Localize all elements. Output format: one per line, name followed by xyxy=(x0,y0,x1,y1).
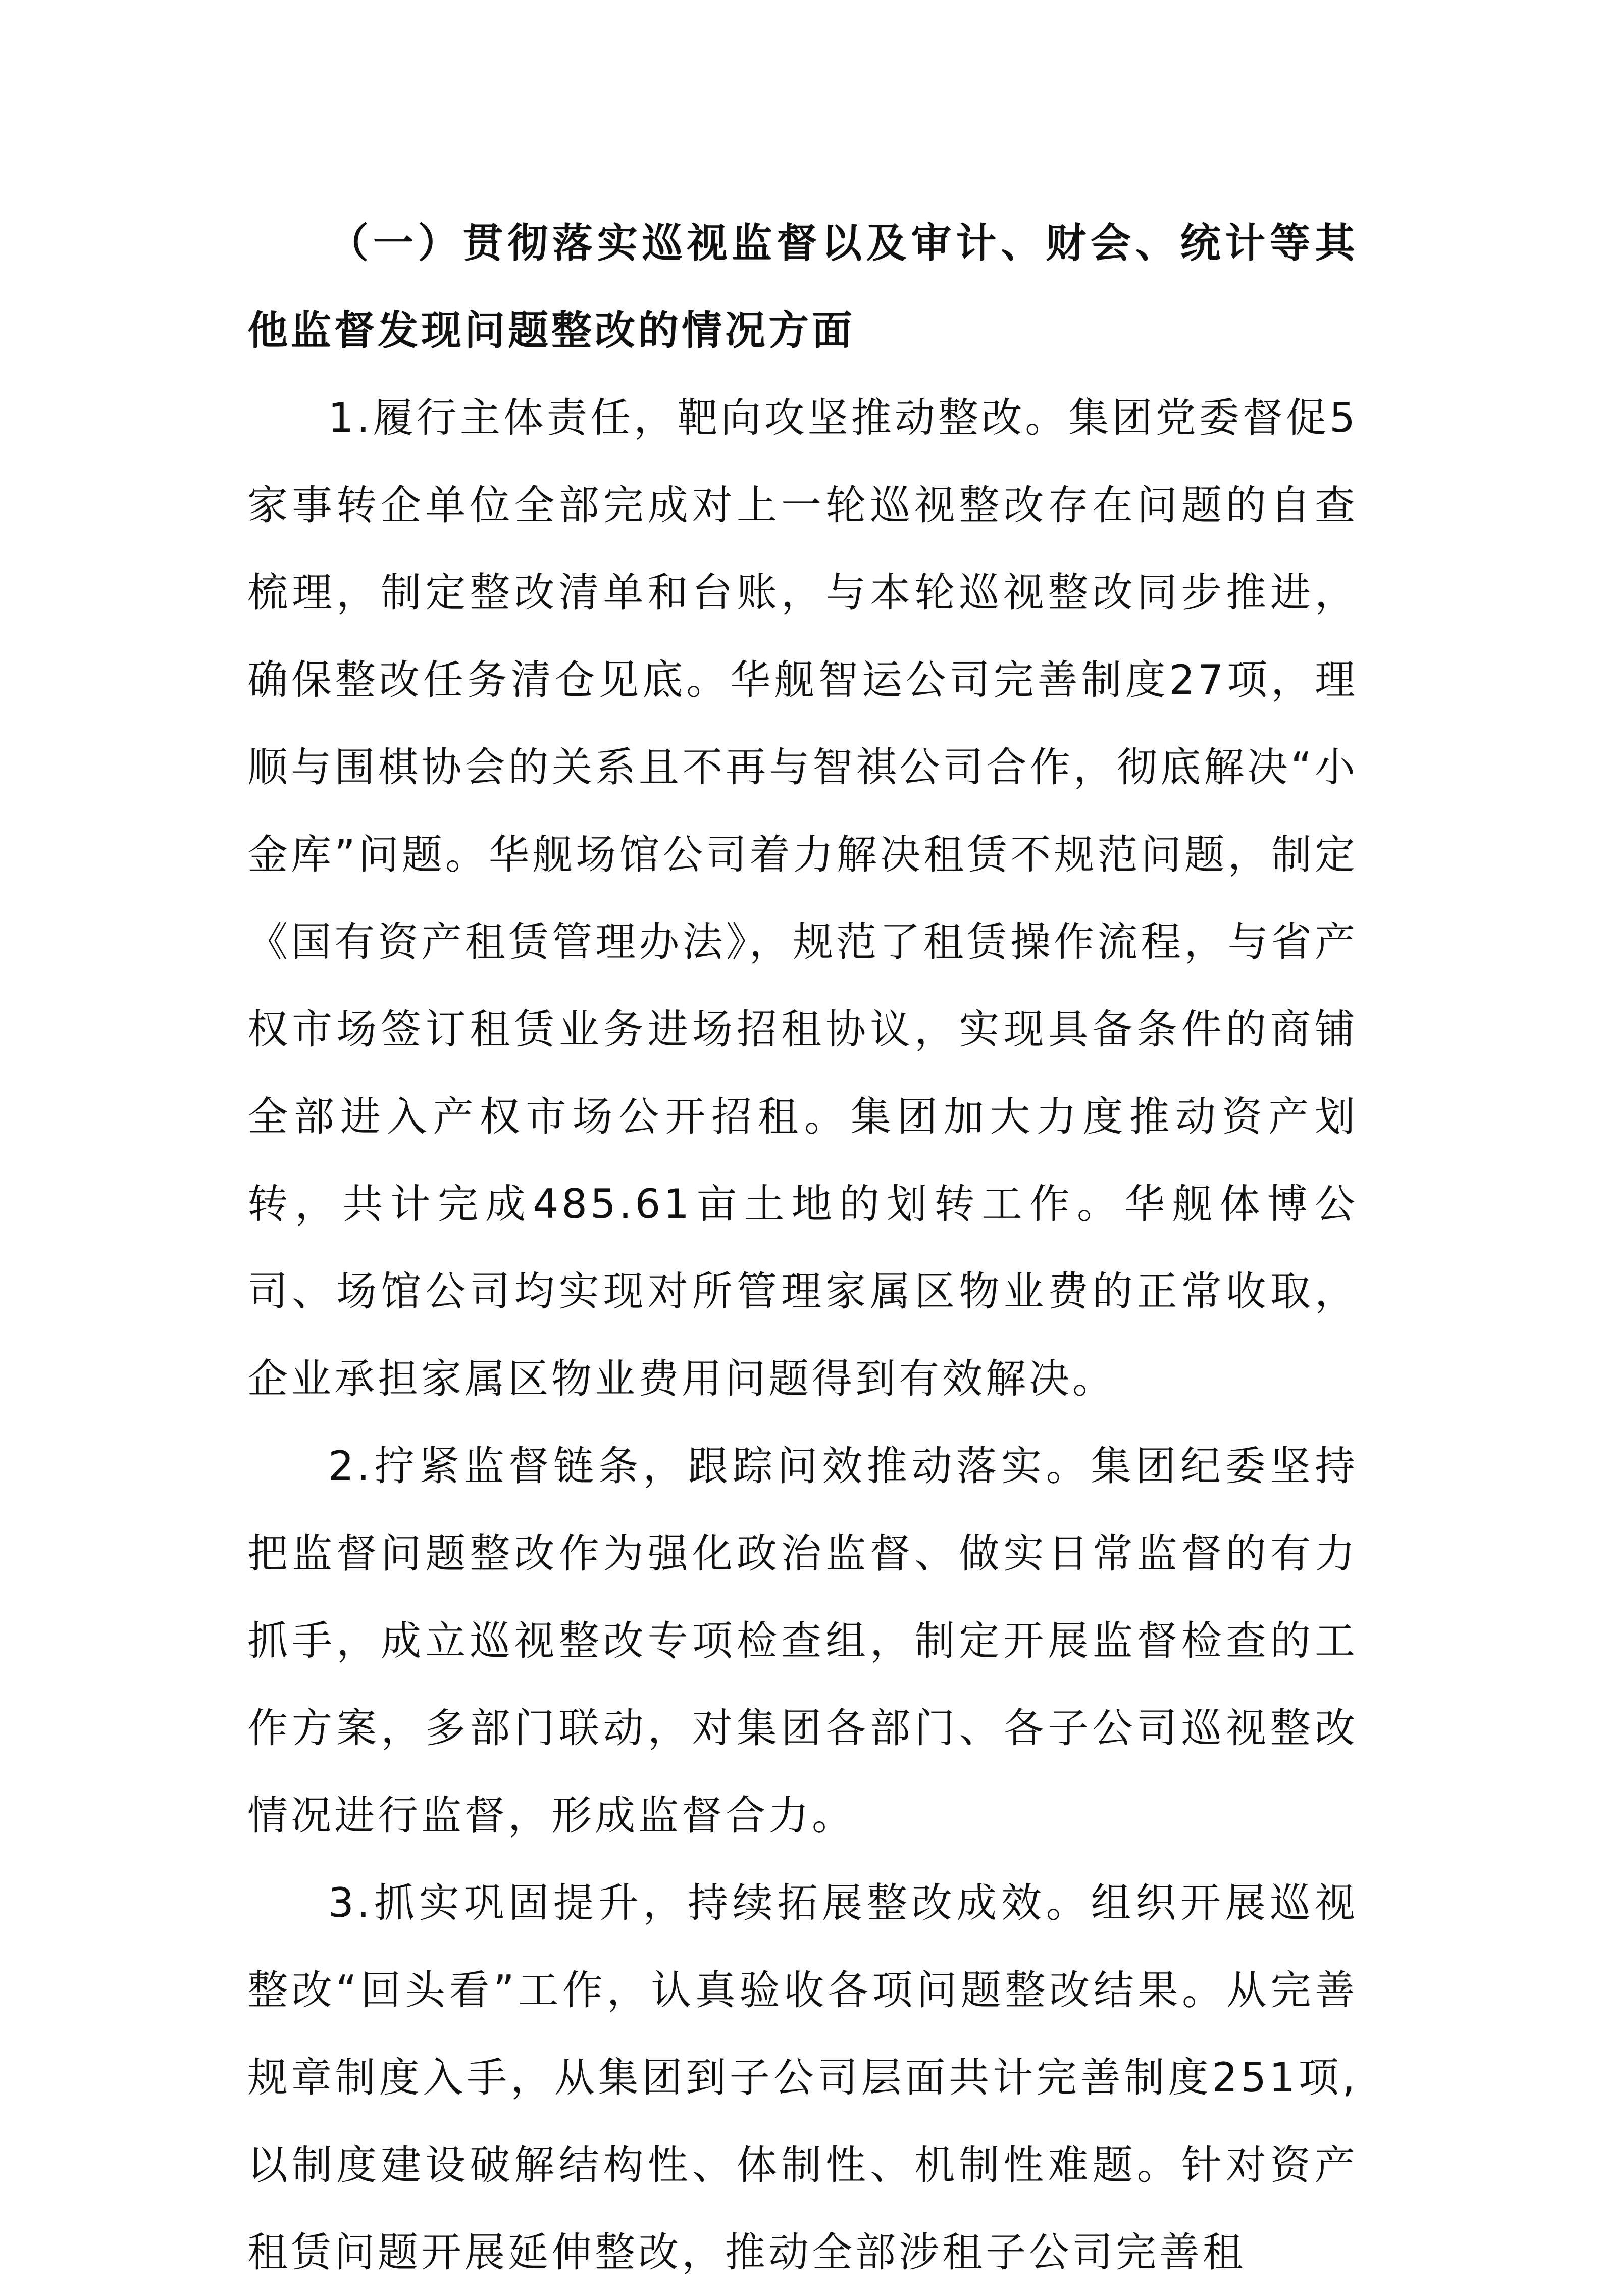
section-heading: （一）贯彻落实巡视监督以及审计、财会、统计等其他监督发现问题整改的情况方面 xyxy=(247,220,1358,354)
document-body xyxy=(247,199,1358,2296)
paragraph-3: 3.抓实巩固提升，持续拓展整改成效。组织开展巡视整改“回头看”工作，认真验收各项问题整改结果。从完善规章制度入手，从集团到子公司层面共计完善制度251项,以制度建设破解结构性、体制性、机制性难题。针对资产租赁问题开展延伸整改，推动全部涉租子公司完善租 xyxy=(247,1879,1358,2276)
paragraph-1: 1.履行主体责任，靶向攻坚推动整改。集团党委督促5家事转企单位全部完成对上一轮巡视整改存在问题的自查梳理，制定整改清单和台账，与本轮巡视整改同步推进，确保整改任务清仓见底。华舰智运公司完善制度27项，理顺与围棋协会的关系且不再与智祺公司合作，彻底解决“小金库”问题。华舰场馆公司着力解决租赁不规范问题，制定《国有资产租赁管理办法》，规范了租赁操作流程，与省产权市场签订租赁业务进场招租协议，实现具备条件的商铺全部进入产权市场公开招租。集团加大力度推动资产划转，共计完成485.61亩土地的划转工作。华舰体博公司、场馆公司均实现对所管理家属区物业费的正常收取，企业承担家属区物业费用问题得到有效解决。 xyxy=(247,394,1358,1402)
paragraph-2: 2.拧紧监督链条，跟踪问效推动落实。集团纪委坚持把监督问题整改作为强化政治监督、做实日常监督的有力抓手，成立巡视整改专项检查组，制定开展监督检查的工作方案，多部门联动，对集团各部门、各子公司巡视整改情况进行监督，形成监督合力。 xyxy=(247,1443,1358,1839)
